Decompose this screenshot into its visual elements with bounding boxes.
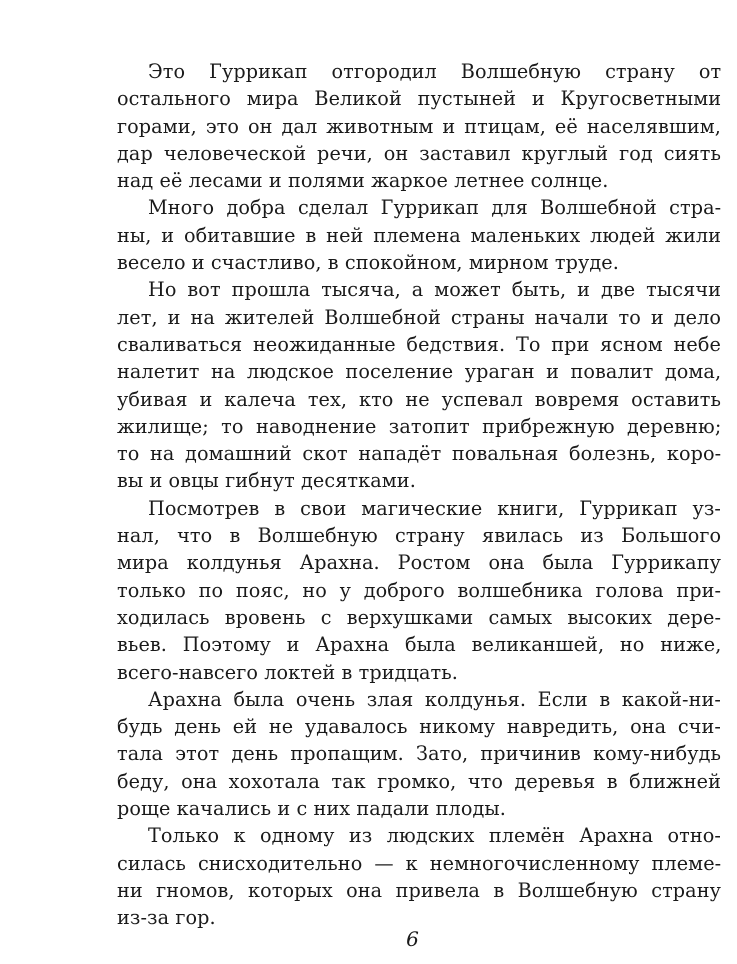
paragraph-1 <box>117 58 721 194</box>
text-line: убивая и калеча тех, кто не успевал вовремя оставить <box>117 387 721 411</box>
text-line: вы и овцы гибнут десятками. <box>117 469 416 493</box>
text-line: нал, что в Волшебную страну явилась из Большого <box>117 524 722 548</box>
text-line: ны, и обитавшие в ней племена маленьких людей жили <box>117 223 722 247</box>
text-line: Только к одному из людских племён Арахна отно- <box>148 824 721 848</box>
text-line: над её лесами и полями жаркое летнее солнце. <box>117 169 609 193</box>
paragraph-4 <box>117 495 721 686</box>
text-line: Много добра сделал Гуррикап для Волшебной стра- <box>148 196 722 220</box>
text-line: Но вот прошла тысяча, а может быть, и две тысячи <box>148 278 721 302</box>
paragraph-2 <box>117 194 721 276</box>
text-line: лет, и на жителей Волшебной страны начали то и дело <box>117 305 722 329</box>
page-number: 6 <box>406 927 419 951</box>
text-line: Арахна была очень злая колдунья. Если в какой-ни- <box>148 687 721 711</box>
body-text <box>117 58 721 932</box>
text-line: дар человеческой речи, он заставил круглый год сиять <box>117 141 721 165</box>
text-line: ходилась вровень с верхушками самых высоких дере- <box>117 605 722 629</box>
text-line: весело и счастливо, в спокойном, мирном труде. <box>117 251 619 275</box>
text-line: сваливаться неожиданные бедствия. То при ясном небе <box>117 332 721 356</box>
text-line: ни гномов, которых она привела в Волшебную страну <box>117 878 721 902</box>
text-line: будь день ей не удавалось никому навредить, она счи- <box>117 715 721 739</box>
text-line: горами, это он дал животным и птицам, её населявшим, <box>117 114 721 138</box>
text-line: из-за гор. <box>117 906 216 930</box>
text-line: беду, она хохотала так громко, что деревья в ближней <box>117 769 721 793</box>
text-line: остального мира Великой пустыней и Кругосветными <box>117 87 722 111</box>
text-line: жилище; то наводнение затопит прибрежную деревню; <box>117 414 722 438</box>
text-line: силась снисходительно — к немногочисленному племе- <box>117 851 722 875</box>
paragraph-5 <box>117 686 721 822</box>
text-line: только по пояс, но у доброго волшебника голова при- <box>117 578 722 602</box>
text-line: вьев. Поэтому и Арахна была великаншей, но ниже, <box>117 633 722 657</box>
text-line: всего-навсего локтей в тридцать. <box>117 660 458 684</box>
paragraph-3 <box>117 276 721 494</box>
text-line: тала этот день пропащим. Зато, причинив кому-нибудь <box>117 742 722 766</box>
text-line: Это Гуррикап отгородил Волшебную страну от <box>148 60 722 83</box>
text-line: Посмотрев в свои магические книги, Гуррикап уз- <box>148 496 721 520</box>
paragraph-6 <box>117 822 721 931</box>
text-line: мира колдунья Арахна. Ростом она была Гуррикапу <box>117 551 721 575</box>
text-line: то на домашний скот нападёт повальная болезнь, коро- <box>117 442 722 466</box>
text-line: налетит на людское поселение ураган и повалит дома, <box>117 360 722 384</box>
text-line: роще качались и с них падали плоды. <box>117 797 506 821</box>
